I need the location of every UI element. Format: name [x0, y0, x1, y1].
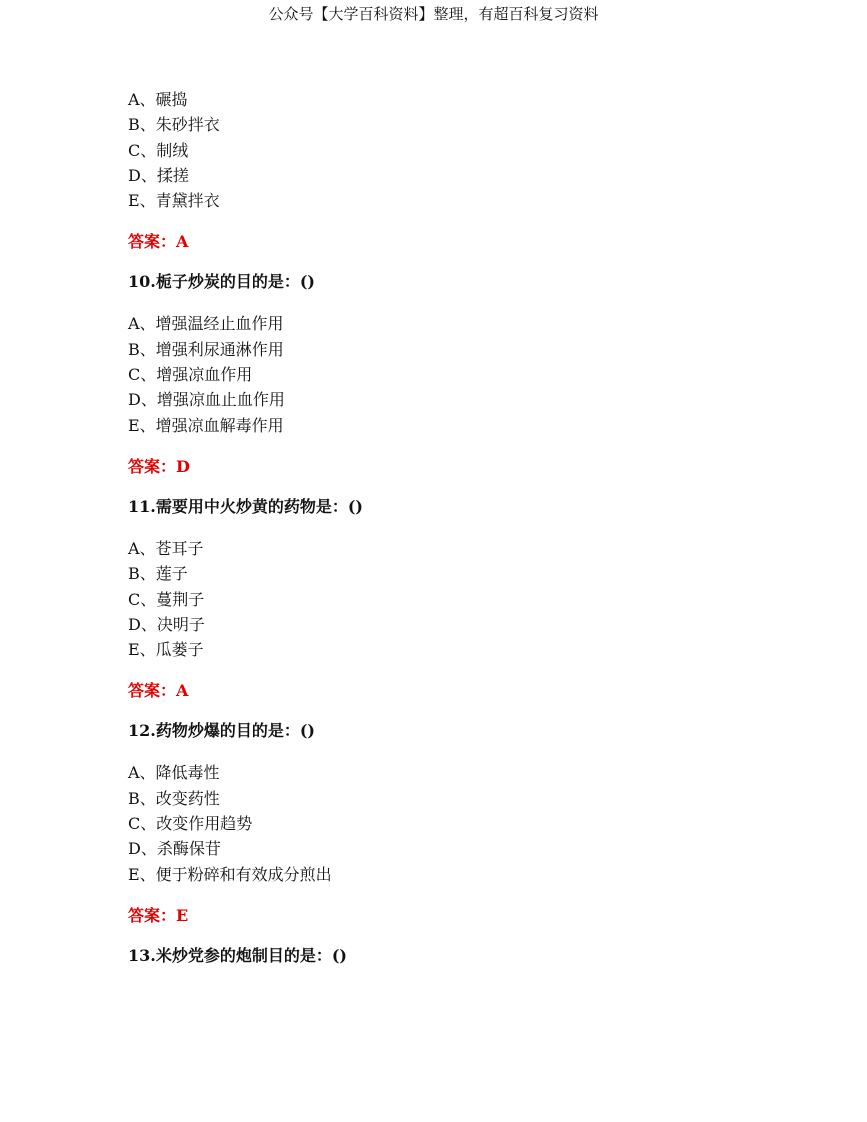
- option-d: D、揉搓: [128, 165, 189, 185]
- option-c: C、制绒: [128, 140, 189, 160]
- option-e: E、青黛拌衣: [128, 191, 220, 211]
- option-a: A、苍耳子: [128, 538, 204, 558]
- option-list: [128, 536, 827, 662]
- page-header: 公众号【大学百科资料】整理，有超百科复习资料: [268, 5, 599, 23]
- option-d: D、增强凉血止血作用: [128, 390, 285, 410]
- option-c: C、增强凉血作用: [128, 365, 253, 385]
- question-12: 12.药物炒爆的目的是：(): [128, 721, 315, 741]
- option-a: A、碾捣: [128, 90, 188, 109]
- option-b: B、改变药性: [128, 788, 220, 808]
- answer-label: 答案：D: [128, 456, 190, 476]
- question-10: 10.栀子炒炭的目的是：(): [128, 272, 315, 292]
- option-b: B、增强利尿通淋作用: [128, 339, 284, 359]
- answer-label: 答案：E: [128, 905, 189, 925]
- option-e: E、瓜蒌子: [128, 640, 204, 660]
- answer-label: 答案：A: [128, 232, 189, 252]
- option-list: [128, 311, 827, 437]
- option-e: E、增强凉血解毒作用: [128, 415, 284, 435]
- option-a: A、增强温经止血作用: [128, 314, 284, 334]
- option-a: A、降低毒性: [128, 763, 220, 783]
- option-b: B、朱砂拌衣: [128, 115, 220, 135]
- option-c: C、蔓荆子: [128, 589, 205, 609]
- option-list: [128, 87, 827, 213]
- option-list: [128, 760, 827, 886]
- option-c: C、改变作用趋势: [128, 814, 253, 834]
- option-e: E、便于粉碎和有效成分煎出: [128, 864, 332, 884]
- answer-label: 答案：A: [128, 681, 189, 701]
- option-d: D、决明子: [128, 614, 205, 634]
- option-d: D、杀酶保苷: [128, 839, 221, 859]
- question-13: 13.米炒党参的炮制目的是：(): [128, 945, 347, 965]
- question-11: 11.需要用中火炒黄的药物是：(): [128, 496, 363, 516]
- document-body: [128, 87, 827, 967]
- option-b: B、莲子: [128, 564, 188, 584]
